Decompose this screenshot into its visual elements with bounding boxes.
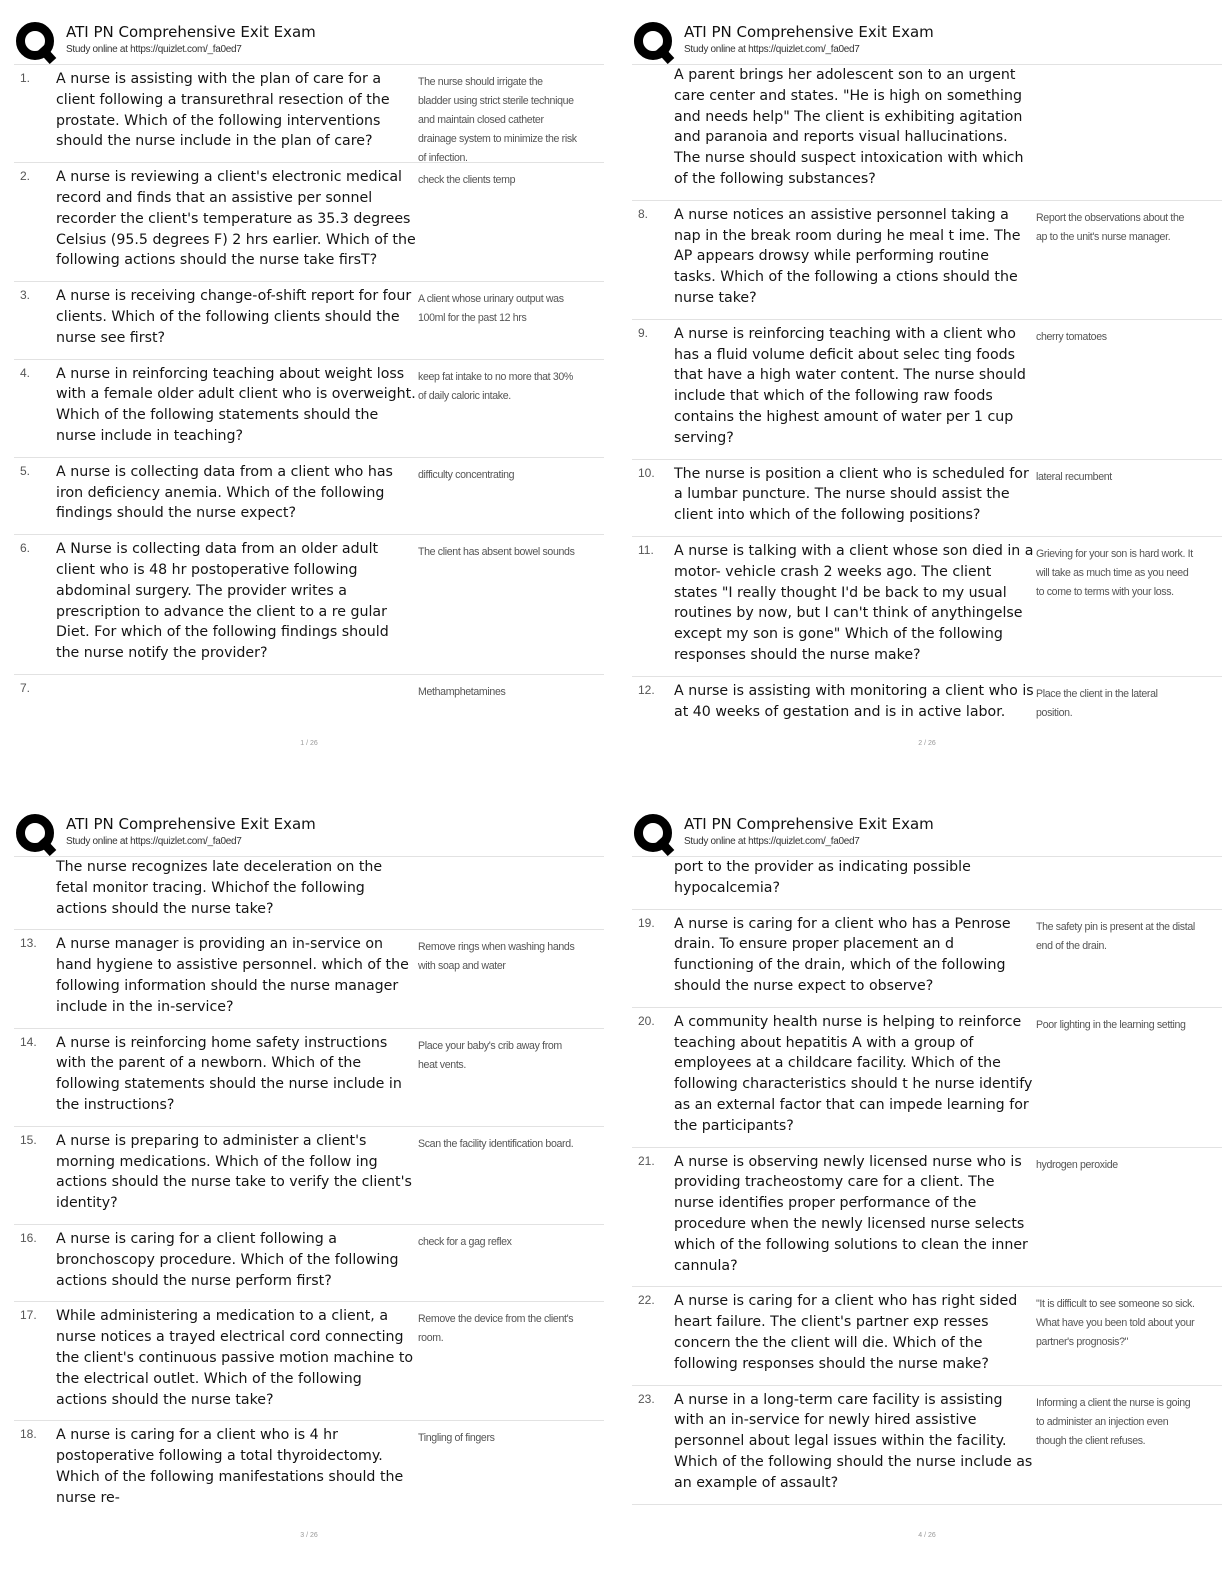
flashcard-row — [14, 1225, 604, 1302]
card-number: 15. — [20, 1132, 37, 1147]
flashcard-row-continued — [632, 857, 1222, 910]
flashcard-list — [14, 856, 604, 1519]
flashcard-row — [14, 535, 604, 675]
card-question: A nurse is reinforcing home safety instructions with the parent of a newborn. Which of the following statements should the nurse include in the instructions? — [56, 1034, 402, 1113]
card-question: port to the provider as indicating possible hypocalcemia? — [674, 859, 971, 896]
card-answer: Tingling of fingers — [418, 1432, 495, 1445]
card-question: A nurse in a long-term care facility is assisting with an in-service for newly hired assistive personnel about legal issues within the facility. Which of the following should the nurse include as an example of assault? — [674, 1391, 1033, 1491]
card-question: A nurse is caring for a client who has right sided heart failure. The client's partner exp resses concern the the client will die. Which of the following responses should the nurse make? — [674, 1293, 1018, 1372]
card-question: A nurse is preparing to administer a client's morning medications. Which of the follow ing actions should the nurse take to verify the client's identity? — [56, 1132, 412, 1212]
card-answer: Remove the device from the client's room. — [418, 1313, 574, 1345]
card-question: The nurse recognizes late deceleration on the fetal monitor tracing. Whichof the following actions should the nurse take? — [56, 859, 383, 917]
card-question: A nurse is assisting with the plan of care for a client following a transurethral resection of the prostate. Which of the following interventions should the nurse include in the plan of care? — [56, 71, 390, 150]
card-number: 18. — [20, 1427, 37, 1442]
flashcard-row — [632, 677, 1222, 733]
page-title: ATI PN Comprehensive Exit Exam — [684, 23, 934, 41]
card-question: A parent brings her adolescent son to an urgent care center and states. "He is high on something and needs help" The client is exhibiting agitation and paranoia and reports visual hallucinations. The nurse should suspect intoxication with which of the following substances? — [674, 67, 1024, 187]
card-question: A nurse is receiving change-of-shift report for four clients. Which of the following clients should the nurse see first? — [56, 288, 412, 346]
card-number: 23. — [638, 1391, 655, 1406]
flashcard-row — [632, 1148, 1222, 1288]
card-answer: Remove rings when washing hands with soap and water — [418, 941, 575, 973]
flashcard-row — [14, 282, 604, 359]
card-number: 5. — [20, 463, 31, 478]
card-number: 3. — [20, 288, 31, 303]
card-number: 14. — [20, 1034, 37, 1049]
card-number: 11. — [638, 542, 654, 557]
card-answer: The nurse should irrigate the bladder using strict sterile technique and maintain closed catheter drainage system to minimize the risk of infection. — [418, 76, 577, 164]
page-4 — [632, 810, 1222, 1590]
flashcard-row — [14, 163, 604, 282]
flashcard-list — [632, 64, 1222, 732]
flashcard-row — [632, 910, 1222, 1008]
card-answer: The client has absent bowel sounds — [418, 546, 575, 559]
card-question: A nurse is observing newly licensed nurse who is providing tracheostomy care for a client. The nurse identifies proper performance of the procedure when the newly licensed nurse selects which of the following solutions to clean the inner cannula? — [674, 1153, 1028, 1274]
page-header — [632, 18, 1222, 66]
page-number: 4 / 26 — [918, 1532, 936, 1539]
page-title: ATI PN Comprehensive Exit Exam — [66, 815, 316, 833]
card-number: 20. — [638, 1013, 655, 1028]
card-question: A nurse notices an assistive personnel taking a nap in the break room during he meal t ime. The AP appears drowsy while performing routine tasks. Which of the following a ctions should the nurse take? — [674, 206, 1021, 306]
study-online-link[interactable]: Study online at https://quizlet.com/_fa0ed7 — [684, 44, 860, 55]
quizlet-logo-icon — [632, 812, 676, 856]
flashcard-list — [14, 64, 604, 711]
card-answer: check for a gag reflex — [418, 1235, 512, 1248]
flashcard-row — [632, 1386, 1222, 1505]
card-number: 2. — [20, 169, 31, 184]
study-online-link[interactable]: Study online at https://quizlet.com/_fa0ed7 — [66, 836, 242, 847]
card-question: A nurse is talking with a client whose son died in a motor- vehicle crash 2 weeks ago. The client states "I really thought I'd be back to my usual routines by now, but I can't think of anythingelse except my son is gone" Which of the following responses should the nurse make? — [674, 542, 1034, 663]
card-answer: Place your baby's crib away from heat vents. — [418, 1039, 562, 1071]
quizlet-logo-icon — [14, 812, 58, 856]
page-2 — [632, 18, 1222, 798]
card-answer: A client whose urinary output was 100ml for the past 12 hrs — [418, 293, 564, 325]
card-answer: Report the observations about the ap to the unit's nurse manager. — [1036, 211, 1185, 243]
card-answer: difficulty concentrating — [418, 468, 515, 481]
card-answer: Grieving for your son is hard work. It will take as much time as you need to come to terms with your loss. — [1036, 547, 1193, 598]
flashcard-row — [14, 360, 604, 458]
card-question: A nurse is caring for a client following a bronchoscopy procedure. Which of the following actions should the nurse perform first? — [56, 1230, 399, 1289]
card-answer: hydrogen peroxide — [1036, 1158, 1118, 1171]
flashcard-row — [14, 1127, 604, 1225]
card-answer: lateral recumbent — [1036, 470, 1112, 483]
flashcard-row — [14, 65, 604, 163]
flashcard-row — [632, 1008, 1222, 1148]
card-question: A community health nurse is helping to reinforce teaching about hepatitis A with a group of employees at a childcare facility. Which of the following characteristics should t he nurse identify as an external factor that can impede learning for the participants? — [674, 1013, 1033, 1134]
page-number: 2 / 26 — [918, 740, 936, 747]
card-question: A nurse is collecting data from a client who has iron deficiency anemia. Which of the following findings should the nurse expect? — [56, 463, 393, 522]
card-number: 13. — [20, 936, 37, 951]
flashcard-row — [632, 460, 1222, 537]
card-question: A nurse is reinforcing teaching with a client who has a fluid volume deficit about selec ting foods that have a high water content. The nurse should include that which of the following raw foods contains the highest amount of water per 1 cup serving? — [674, 325, 1026, 446]
card-number: 12. — [638, 682, 655, 697]
card-answer: Scan the facility identification board. — [418, 1137, 574, 1150]
card-number: 9. — [638, 325, 649, 340]
flashcard-row — [632, 320, 1222, 460]
flashcard-row-continued — [632, 65, 1222, 201]
card-answer: The safety pin is present at the distal end of the drain. — [1036, 920, 1195, 952]
flashcard-row — [632, 537, 1222, 677]
page-3 — [14, 810, 604, 1590]
card-number: 1. — [20, 71, 31, 85]
flashcard-row — [14, 1421, 604, 1518]
quizlet-logo-icon — [14, 20, 58, 64]
card-question: The nurse is position a client who is scheduled for a lumbar puncture. The nurse should assist the client into which of the following positions? — [674, 465, 1029, 524]
card-answer: Poor lighting in the learning setting — [1036, 1018, 1186, 1031]
page-number: 1 / 26 — [300, 740, 318, 747]
card-question: A nurse in reinforcing teaching about weight loss with a female older adult client who is overweight. Which of the following statements should the nurse include in teaching? — [56, 365, 416, 444]
card-number: 6. — [20, 541, 31, 556]
card-question: While administering a medication to a client, a nurse notices a trayed electrical cord connecting the client's continuous passive motion machine to the electrical outlet. Which of the following actions should the nurse take? — [56, 1308, 414, 1408]
card-number: 7. — [20, 680, 31, 695]
card-answer: Methamphetamines — [418, 685, 506, 698]
flashcard-row — [14, 1029, 604, 1127]
card-answer: cherry tomatoes — [1036, 330, 1107, 343]
flashcard-row — [632, 201, 1222, 320]
card-number: 19. — [638, 915, 655, 930]
page-title: ATI PN Comprehensive Exit Exam — [66, 23, 316, 41]
card-answer: check the clients temp — [418, 174, 516, 187]
card-number: 17. — [20, 1308, 37, 1323]
page-title: ATI PN Comprehensive Exit Exam — [684, 815, 934, 833]
card-question: A nurse manager is providing an in-service on hand hygiene to assistive personnel. which of the following information should the nurse manager include in the in-service? — [56, 936, 409, 1015]
card-answer: Place the client in the lateral position. — [1036, 687, 1158, 719]
flashcard-row — [14, 675, 604, 711]
page-1 — [14, 18, 604, 798]
flashcard-row — [14, 1302, 604, 1421]
card-number: 16. — [20, 1230, 37, 1245]
flashcard-row — [632, 1287, 1222, 1385]
card-answer: keep fat intake to no more that 30% of daily caloric intake. — [418, 370, 574, 402]
flashcard-list — [632, 856, 1222, 1505]
card-question: A Nurse is collecting data from an older adult client who is 48 hr postoperative following abdominal surgery. The provider writes a prescription to advance the client to a re gular Diet. For which of the following findings should the nurse notify the provider? — [56, 541, 389, 662]
card-number: 8. — [638, 206, 649, 221]
card-number: 21. — [638, 1153, 655, 1168]
page-header — [14, 18, 604, 66]
quizlet-logo-icon — [632, 20, 676, 64]
flashcard-row — [14, 930, 604, 1028]
page-number: 3 / 26 — [300, 1532, 318, 1539]
card-question: A nurse is caring for a client who has a Penrose drain. To ensure proper placement an d functioning of the drain, which of the following should the nurse expect to observe? — [674, 915, 1011, 994]
card-number: 10. — [638, 465, 655, 480]
page-header — [14, 810, 604, 858]
study-online-link[interactable]: Study online at https://quizlet.com/_fa0ed7 — [684, 836, 860, 847]
study-online-link[interactable]: Study online at https://quizlet.com/_fa0ed7 — [66, 44, 242, 55]
flashcard-row-continued — [14, 857, 604, 930]
card-answer: Informing a client the nurse is going to administer an injection even though the client refuses. — [1036, 1396, 1191, 1447]
card-question: A nurse is caring for a client who is 4 hr postoperative following a total thyroidectomy. Which of the following manifestations should the nurse re- — [56, 1427, 404, 1506]
card-question: A nurse is reviewing a client's electronic medical record and finds that an assistive per sonnel recorder the client's temperature as 35.3 degrees Celsius (95.5 degrees F) 2 hrs earlier. Which of the following actions should the nurse take firsT? — [56, 169, 416, 269]
flashcard-row — [14, 458, 604, 535]
card-question: A nurse is assisting with monitoring a client who is at 40 weeks of gestation and is in active labor. — [674, 682, 1034, 720]
page-header — [632, 810, 1222, 858]
card-answer: "It is difficult to see someone so sick. What have you been told about your partner's prognosis?" — [1036, 1298, 1195, 1349]
card-number: 4. — [20, 365, 31, 380]
card-number: 22. — [638, 1293, 655, 1308]
